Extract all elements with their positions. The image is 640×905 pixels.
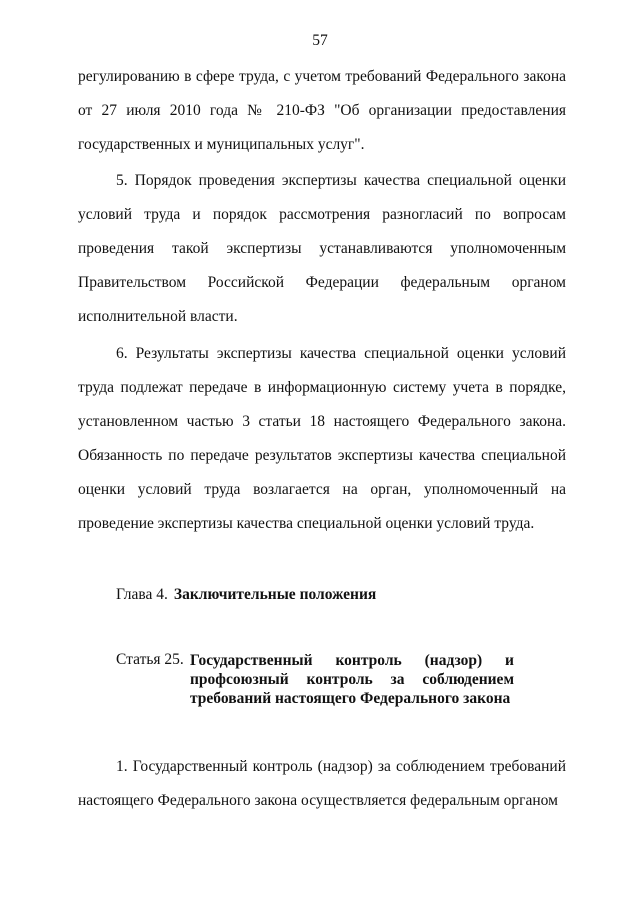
paragraph-continuation <box>78 60 566 162</box>
article-label: Статья 25. <box>116 651 184 668</box>
paragraph-text: 6. Результаты экспертизы качества специальной оценки условий труда подлежат передаче в информационную систему учета в порядке, установленном частью 3 статьи 18 настоящего Федерального закона. Обязанность по передаче результатов экспертизы качества специальной оценки условий труда возлагается на орган, уполномоченный на проведение экспертизы качества специальной оценки условий труда. <box>78 345 566 532</box>
paragraph-text: 5. Порядок проведения экспертизы качества специальной оценки условий труда и порядок рассмотрения разногласий по вопросам проведения такой экспертизы устанавливаются уполномоченным Правительством Российской Федерации федеральным органом исполнительной власти. <box>78 172 566 325</box>
paragraph-item-1 <box>78 750 566 818</box>
paragraph-item-6 <box>78 337 566 541</box>
chapter-heading <box>116 586 376 604</box>
paragraph-text: регулированию в сфере труда, с учетом требований Федерального закона от 27 июля 2010 года № 210-ФЗ "Об организации предоставления государственных и муниципальных услуг". <box>78 68 566 153</box>
chapter-title: Заключительные положения <box>173 586 377 603</box>
article-title: Государственный контроль (надзор) и профсоюзный контроль за соблюдением требований настоящего Федерального закона <box>190 652 514 707</box>
paragraph-text: 1. Государственный контроль (надзор) за соблюдением требований настоящего Федерального закона осуществляется федеральным органом <box>78 758 566 809</box>
page-number: 57 <box>312 32 328 49</box>
paragraph-item-5 <box>78 164 566 334</box>
chapter-label: Глава 4. <box>116 586 168 603</box>
